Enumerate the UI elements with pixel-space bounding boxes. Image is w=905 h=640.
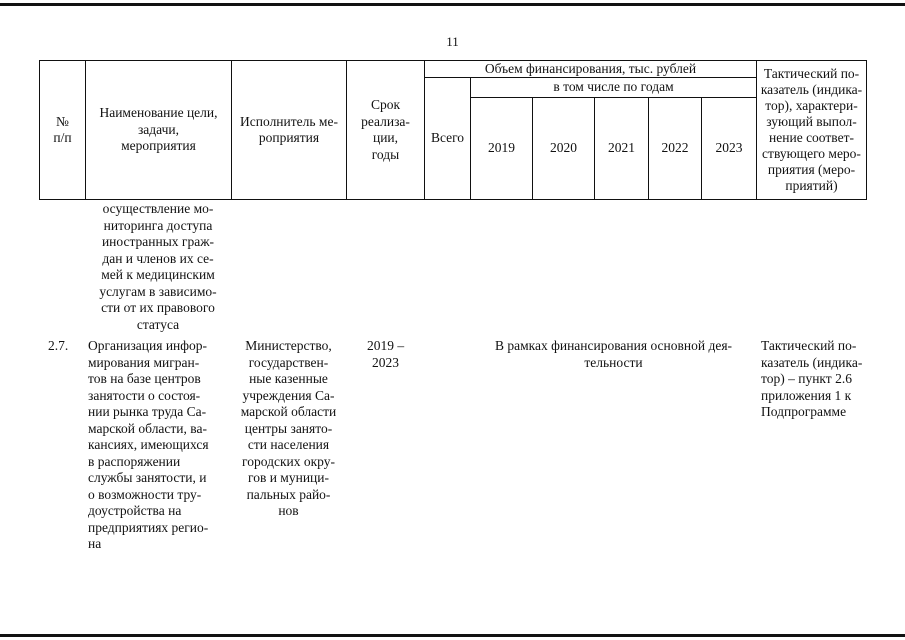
header-year-2022: 2022 [661,140,689,156]
header-period: Срок реализа- ции, годы [361,97,410,162]
header-executor: Исполнитель ме- роприятия [240,113,338,145]
header-year-2020: 2020 [550,140,577,156]
row-number: 2.7. [48,338,69,353]
row-name: Организация инфор- мирования мигран- тов на базе центров занятости о состоя- нии рынка труда Са- марской области, ва- кансиях, имеющихся в распоряжении службы занятости, и о возможности тру- доустройства на предприятиях регио- на [88,338,209,551]
row-executor: Министерство, государствен- ные казенные учреждения Са- марской области центры занято- сти населения городских окру- гов и муници- пальных райо- нов [240,338,337,518]
grid-line [39,199,866,200]
header-num: № п/п [53,113,72,145]
header-year-2019: 2019 [488,140,515,156]
header-year-2021: 2021 [608,140,635,156]
header-name: Наименование цели, задачи, мероприятия [99,105,218,154]
continuation-text: осуществление мо- ниторинга доступа иностранных граж- дан и членов их се- мей к медицинским услугам в зависимо- сти от их правового статуса [99,201,217,332]
page-number: 11 [446,34,459,49]
header-funding: Объем финансирования, тыс. рублей [484,60,697,76]
row-funding: В рамках финансирования основной дея- тельности [494,338,733,370]
header-indicator: Тактический по- казатель (индика- тор), характери- зующий выпол- нение соответ- ствующего меро- приятия (меро- приятий) [760,66,863,193]
header-total: Всего [430,130,465,146]
row-period: 2019 – 2023 [366,338,405,370]
bottom-rule [0,634,905,637]
row-indicator: Тактический по- казатель (индика- тор) – пункт 2.6 приложения 1 к Подпрограмме [761,338,863,419]
top-rule [0,3,905,6]
header-by-years: в том числе по годам [553,79,674,95]
header-year-2023: 2023 [715,140,743,156]
grid-line [866,60,867,200]
